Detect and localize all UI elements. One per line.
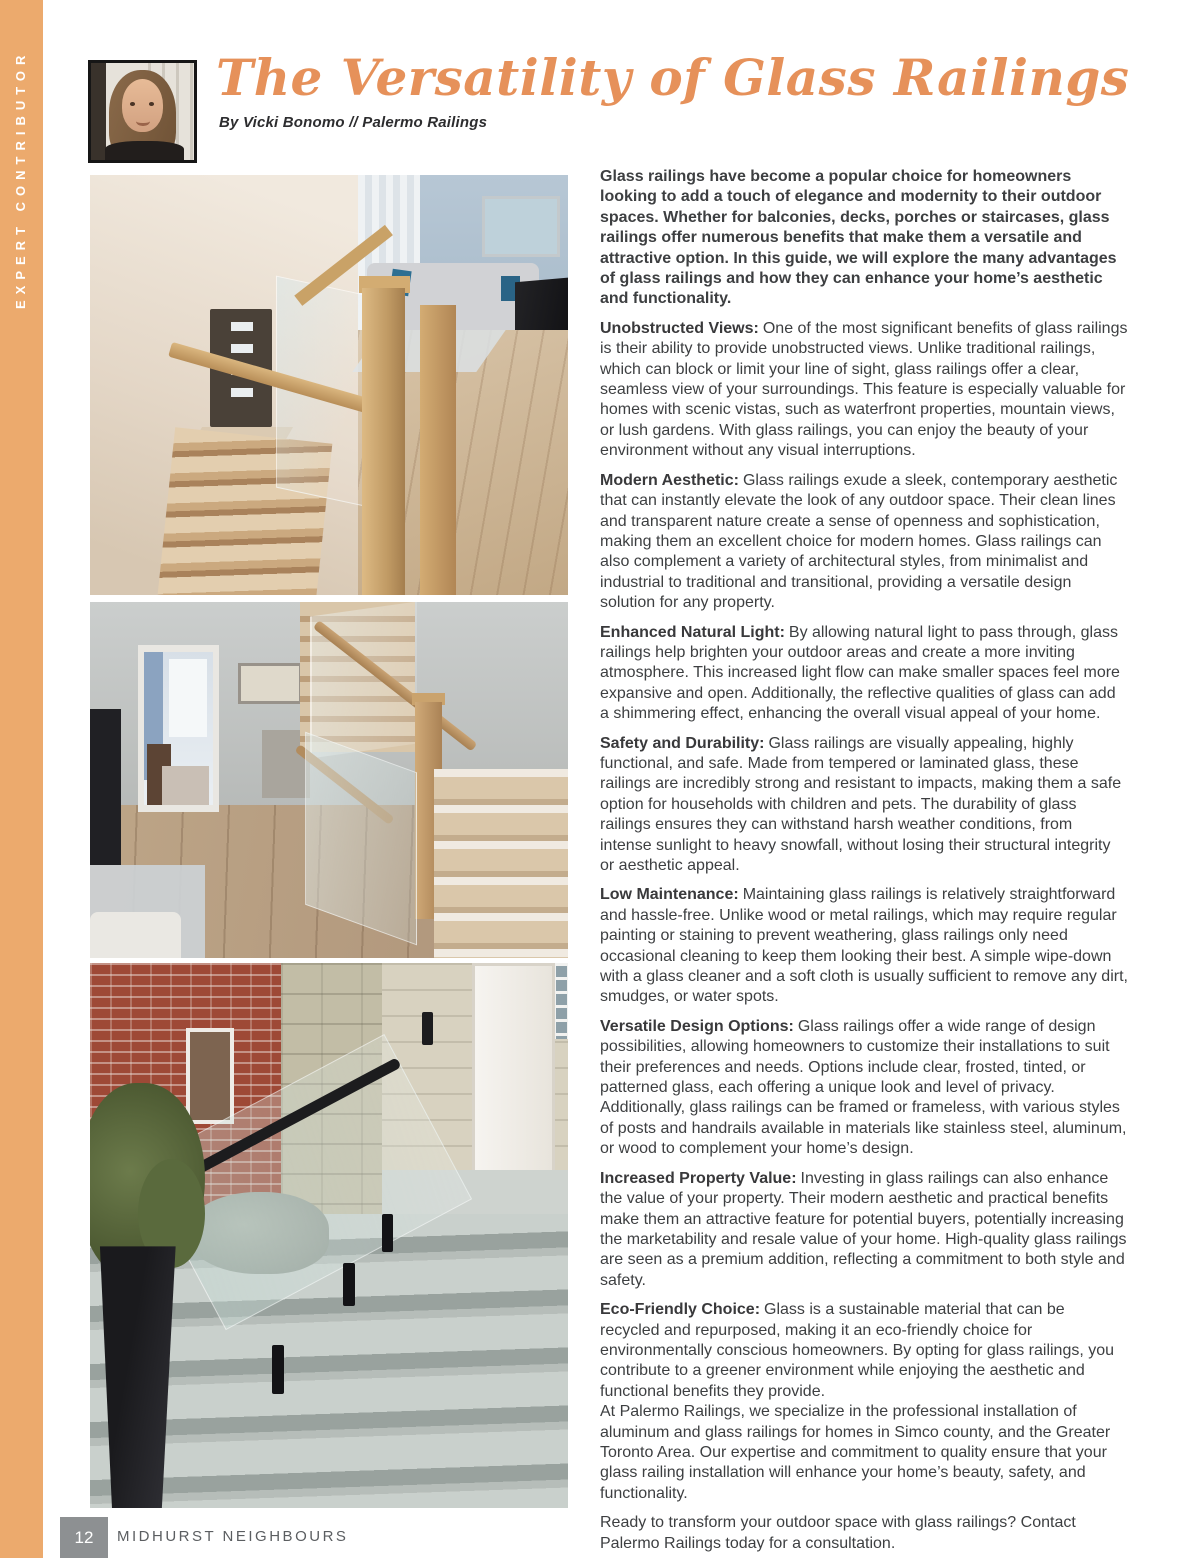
photo1-mirror [482,196,560,257]
article-closing-cta: Ready to transform your outdoor space with glass railings? Contact Palermo Railings today for a consultation. [600,1514,1076,1552]
photo3-front-door [472,963,554,1176]
section-heading: Versatile Design Options: [600,1017,794,1035]
photo3-glass-standoff [382,1214,393,1252]
section-body: By allowing natural light to pass through, glass railings help brighten your outdoor areas and create a more inviting atmosphere. This increased light flow can make smaller spaces feel more expansive and open. Additionally, the reflective qualities of glass can add a shimmering effect, enhancing the overall visual appeal of your home. [600,623,1120,723]
article-section-unobstructed-views [600,319,1128,462]
byline: By Vicki Bonomo // Palermo Railings [219,114,488,131]
photo2-stair-steps [434,769,568,958]
photo2-ottoman [90,912,181,958]
article-section-modern-aesthetic [600,471,1128,614]
article-section-versatile-design [600,1017,1128,1160]
photo2-window-light [169,659,207,737]
photo2-dark-furniture [90,709,121,866]
section-body: Investing in glass railings can also enhance the value of your property. Their modern aesthetic and practical benefits make them an attractive feature for potential buyers, potentially increasing the marketability and resale value of your home. High-quality glass railings are seen as a premium addition, reflecting a commitment to both style and safety. [600,1169,1127,1289]
expert-contributor-label: EXPERT CONTRIBUTOR [13,49,28,309]
contributor-headshot [88,60,197,163]
section-heading: Increased Property Value: [600,1169,797,1187]
headshot-background-edge [91,63,106,160]
article-text-column [600,167,1128,1558]
article-intro: Glass railings have become a popular choice for homeowners looking to add a touch of elegance and modernity to their outdoor spaces. Whether for balconies, decks, porches or staircases, glass railings offer numerous benefits that make them a versatile and attractive option. In this guide, we will explore the many advantages of glass railings and how they can enhance your home’s aesthetic and functionality. [600,168,1117,308]
expert-contributor-strip [0,0,43,1558]
section-heading: Eco-Friendly Choice: [600,1301,761,1319]
article-photo-hallway-stair [90,602,568,958]
photo2-framed-art [238,663,301,705]
section-body: Glass railings offer a wide range of design possibilities, allowing homeowners to customize their installations to suit their preferences and needs. Options include clear, frosted, tinted, or patterned glass, each offering a unique look and level of privacy. Additionally, glass railings can be framed or frameless, with various styles of posts and handrails available in materials like stainless steel, aluminum, or wood to complement your home’s design. [600,1017,1127,1158]
headshot-eye-left [130,102,135,106]
photo3-glass-standoff [272,1345,284,1394]
section-body: Glass railings exude a sleek, contemporary aesthetic that can instantly elevate the look of any outdoor space. Their clean lines and transparent nature create a sense of openness and sophistication, making them an excellent choice for modern homes. Glass railings can also complement a variety of architectural styles, from minimalist and industrial to traditional and transitional, providing a versatile design solution for any property. [600,471,1118,612]
headshot-eye-right [149,102,154,106]
article-section-property-value [600,1169,1128,1291]
section-heading: Unobstructed Views: [600,319,759,337]
section-heading: Modern Aesthetic: [600,471,739,489]
headshot-shoulders [105,141,183,160]
photo3-window [186,1028,235,1123]
article-palermo-paragraph: At Palermo Railings, we specialize in the professional installation of aluminum and glass railings for homes in Simco county, and the Greater Toronto Area. Our expertise and commitment to quality ensure that your glass railing installation will enhance your home’s beauty, safety, and functionality. [600,1403,1111,1502]
photo1-newel-post [420,305,456,595]
article-section-enhanced-natural-light [600,623,1128,725]
section-body: Maintaining glass railings is relatively straightforward and hassle-free. Unlike wood or metal railings, which may require regular painting or staining to prevent weathering, glass railings only need occasional cleaning to keep them looking their best. A simple wipe-down with a glass cleaner and a soft cloth is usually sufficient to remove any dirt, smudges, or water spots. [600,886,1128,1006]
section-heading: Low Maintenance: [600,886,739,904]
photo3-handrail-end [422,1012,433,1045]
section-body: Glass is a sustainable material that can be recycled and repurposed, making it an eco-friendly choice for environmentally conscious homeowners. By opting for glass railings, you contribute to a greener environment while enjoying the aesthetic and functional benefits they provide. [600,1301,1115,1400]
photo1-newel-post [362,288,405,595]
publication-name: MIDHURST NEIGHBOURS [117,1528,349,1545]
article-photo-interior-stair-top [90,175,568,595]
page-number-box [60,1517,108,1558]
page-title: The Versatility of Glass Railings [216,48,1130,107]
photo2-bed [162,766,210,805]
section-heading: Enhanced Natural Light: [600,623,785,641]
article-section-safety-durability [600,734,1128,877]
article-section-eco-friendly [600,1300,1128,1402]
article-section-low-maintenance [600,885,1128,1007]
photo3-glass-standoff [343,1263,354,1307]
headshot-smile [136,116,149,126]
section-body: Glass railings are visually appealing, highly functional, and safe. Made from tempered or laminated glass, these railings are incredibly strong and resistant to impacts, making them a safe option for households with children and pets. The durability of glass railings ensures they can withstand harsh weather conditions, from intense sunlight to heavy snowfall, without losing their structural integrity or aesthetic appeal. [600,734,1122,874]
article-photo-exterior-steps [90,963,568,1508]
section-body: One of the most significant benefits of glass railings is their ability to provide unobstructed views. Unlike traditional railings, which can block or limit your line of sight, glass railings offer a clear, seamless view of your surroundings. This feature is especially valuable for homes with scenic vistas, such as waterfront properties, mountain views, or lush gardens. With glass railings, you can enjoy the beauty of your environment without any visual interruptions. [600,319,1128,460]
section-heading: Safety and Durability: [600,734,765,752]
page-number: 12 [74,1527,94,1547]
